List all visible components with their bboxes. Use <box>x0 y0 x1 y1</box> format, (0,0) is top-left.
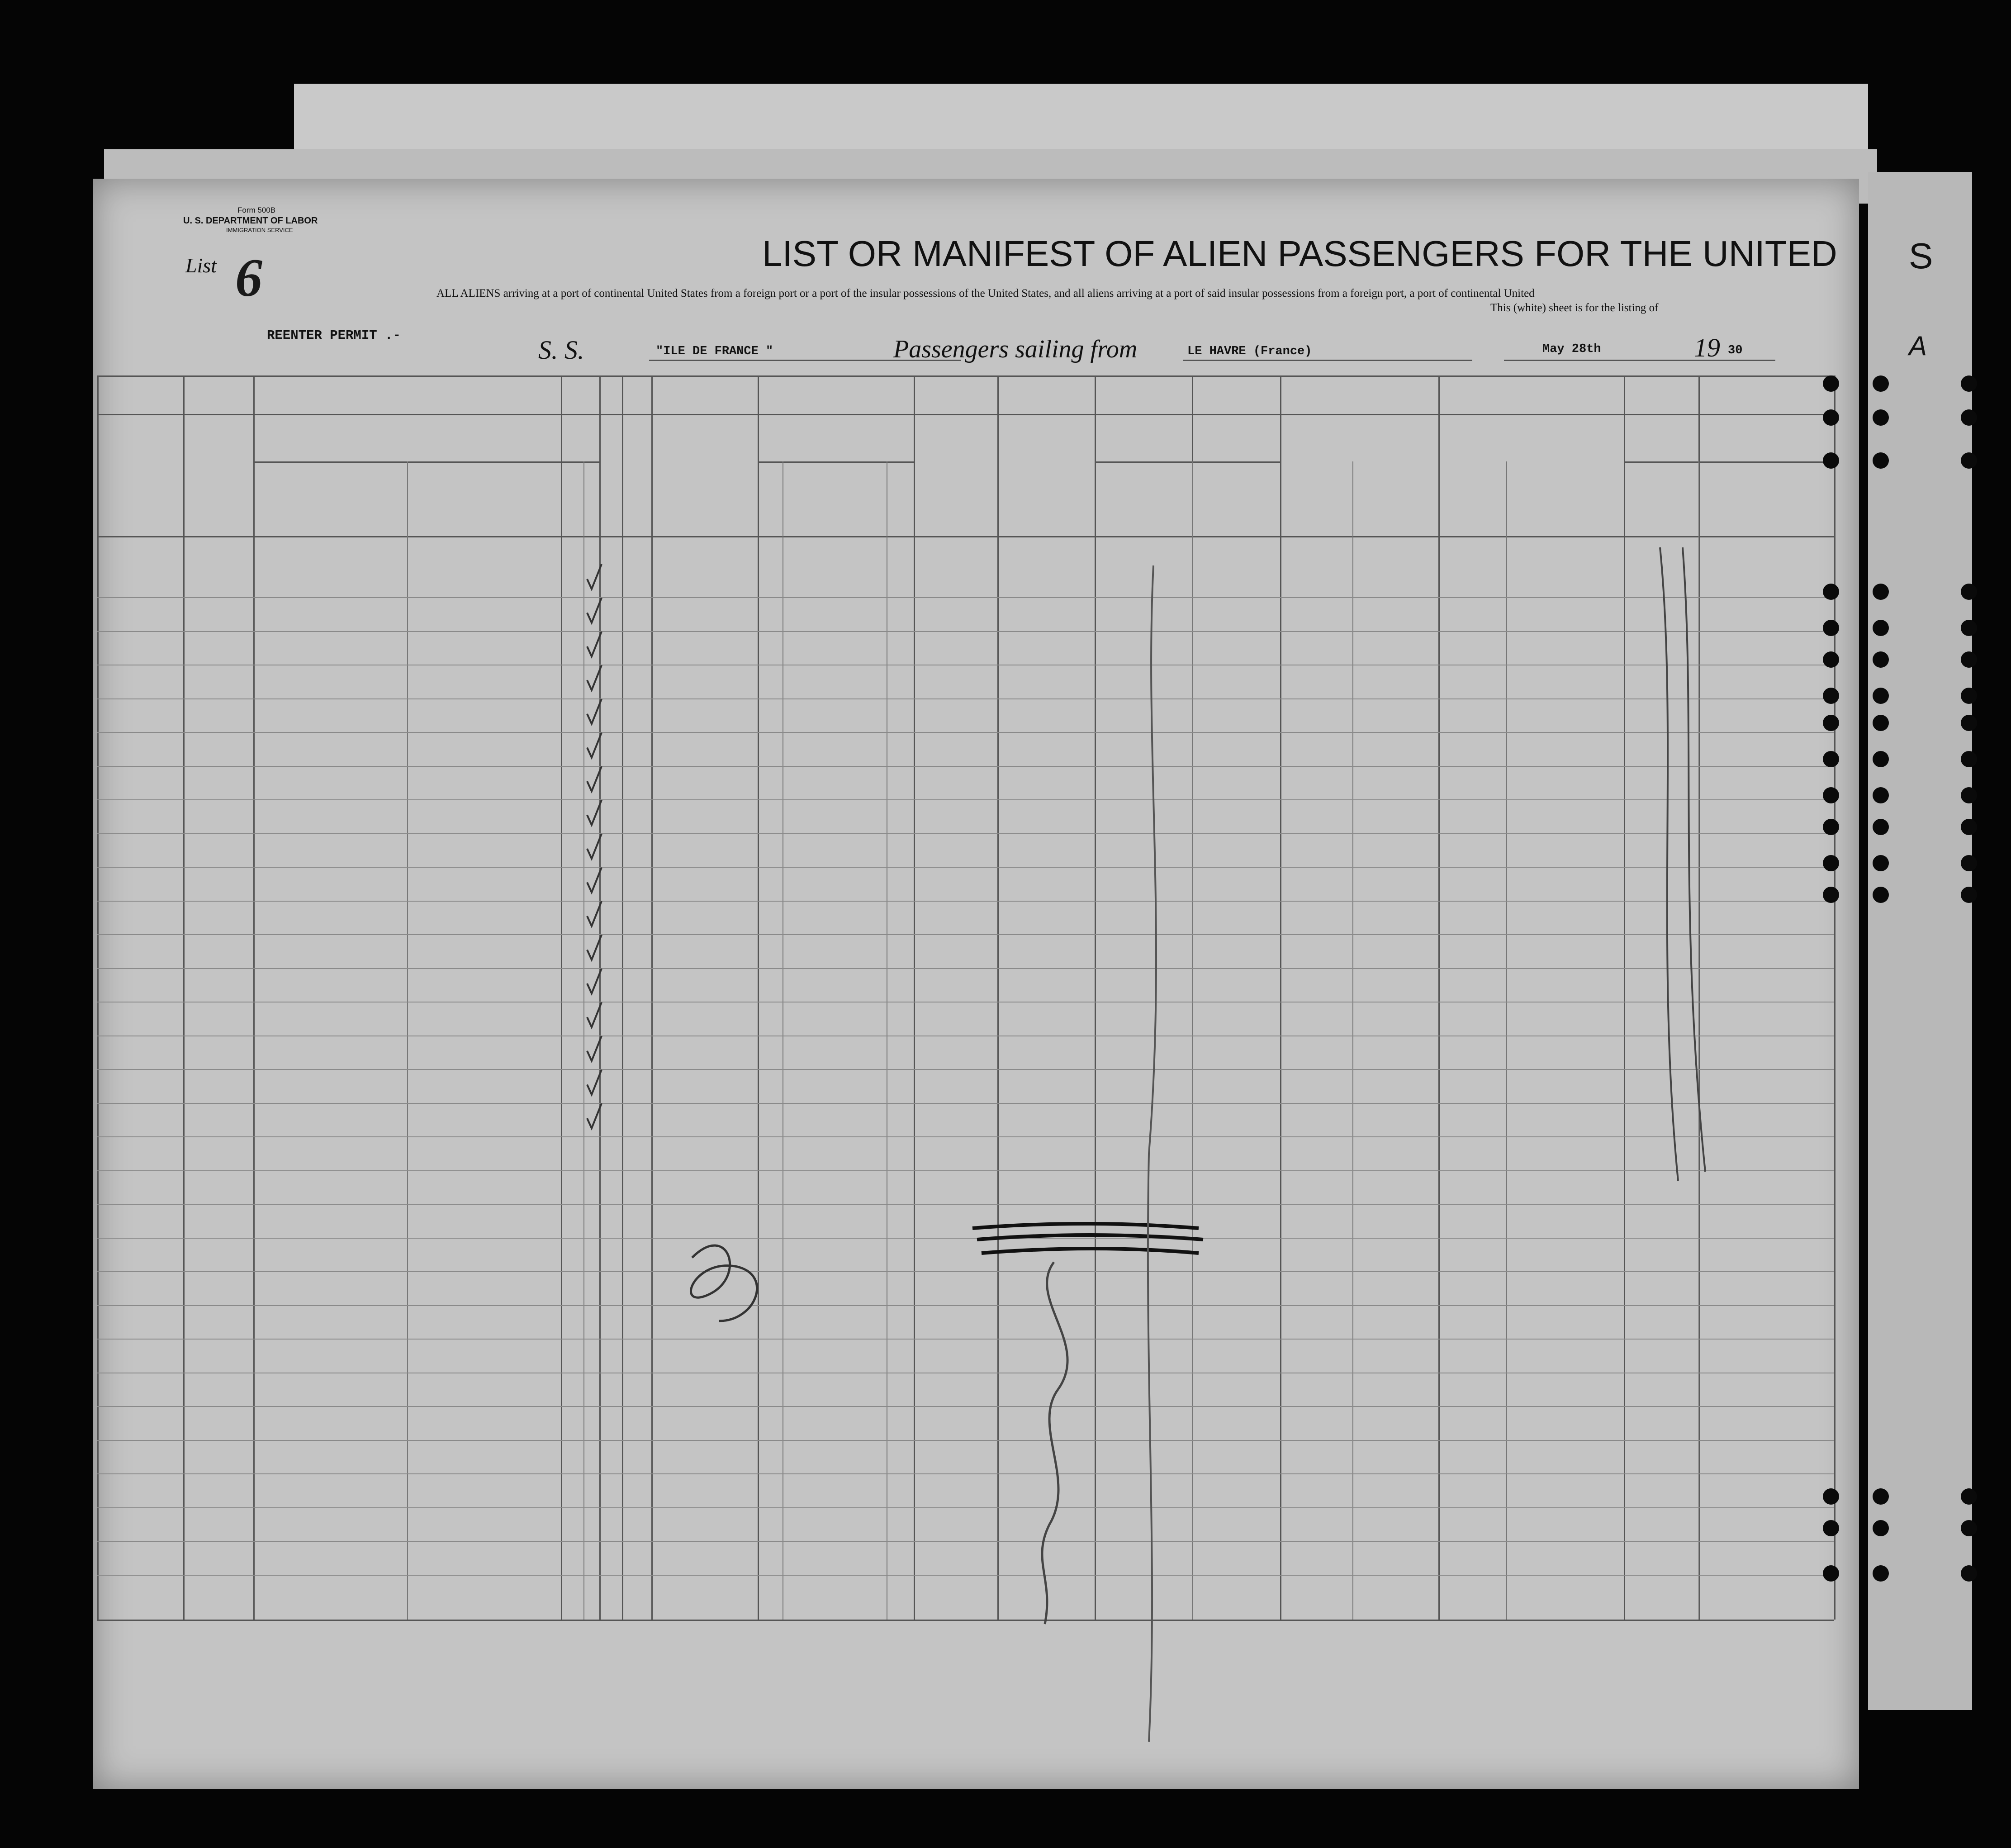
rule-top <box>97 375 1834 377</box>
list-label: List <box>185 254 217 277</box>
form-number: Form 500B <box>237 206 276 214</box>
rule-able-sub <box>758 461 914 463</box>
adjacent-page-edge <box>1868 172 1972 1710</box>
row-rule <box>97 1204 1834 1205</box>
row-rule <box>97 1170 1834 1171</box>
punch-hole <box>1961 787 1977 803</box>
row-rule <box>97 1440 1834 1441</box>
punch-hole <box>1961 887 1977 903</box>
rule-birth-sub <box>1095 461 1280 463</box>
row-rule <box>97 867 1834 868</box>
rule-header-bottom <box>97 536 1834 537</box>
punch-hole <box>1873 787 1889 803</box>
manifest-title: LIST OR MANIFEST OF ALIEN PASSENGERS FOR THE UNITED <box>762 233 1837 274</box>
punch-hole <box>1961 1520 1977 1536</box>
column-rule <box>599 375 601 1620</box>
column-rule <box>1834 375 1836 1620</box>
row-rule <box>97 1507 1834 1508</box>
sub-column-rule <box>1192 461 1193 1620</box>
row-rule <box>97 1575 1834 1576</box>
row-rule <box>97 732 1834 733</box>
punch-hole <box>1961 409 1977 426</box>
reenter-permit: REENTER PERMIT .- <box>267 328 401 343</box>
punch-hole <box>1823 584 1839 600</box>
row-rule <box>97 1305 1834 1306</box>
punch-hole <box>1873 651 1889 668</box>
pencil-stroke <box>1148 565 1156 1742</box>
column-rule <box>651 375 653 1620</box>
punch-hole <box>1873 887 1889 903</box>
service: IMMIGRATION SERVICE <box>226 227 293 233</box>
year-prefix: 19 <box>1694 333 1720 362</box>
punch-hole <box>1961 688 1977 704</box>
punch-hole <box>1873 1520 1889 1536</box>
column-rule <box>1095 375 1096 1620</box>
sub-column-rule <box>1352 461 1353 1620</box>
punch-hole <box>1823 751 1839 767</box>
sub-column-rule <box>1506 461 1507 1620</box>
sailing-date: May 28th <box>1542 342 1601 356</box>
ss-label: S. S. <box>538 335 584 365</box>
row-rule <box>97 1406 1834 1407</box>
list-number: 6 <box>235 247 262 308</box>
punch-hole <box>1823 651 1839 668</box>
column-rule <box>97 375 99 1620</box>
row-rule <box>97 698 1834 699</box>
sailing-label: Passengers sailing from <box>893 335 1138 363</box>
punch-hole <box>1873 584 1889 600</box>
sub-column-rule <box>1698 461 1699 1620</box>
punch-hole <box>1873 819 1889 835</box>
column-rule <box>1280 375 1281 1620</box>
punch-hole <box>1873 715 1889 731</box>
stamp-scribble <box>691 1245 757 1321</box>
rule-bottom <box>97 1620 1834 1621</box>
pencil-stroke <box>1683 547 1705 1172</box>
punch-hole <box>1823 1520 1839 1536</box>
adjacent-page-letter: A <box>1909 331 1927 361</box>
subtitle-line-1: ALL ALIENS arriving at a port of continental United States from a foreign port or a port of the insular possessions of the United States, and all aliens arriving at a port of said insular possessions from a foreign port, a port of continental United <box>436 287 1535 299</box>
row-rule <box>97 799 1834 800</box>
punch-hole <box>1823 819 1839 835</box>
row-rule <box>97 1271 1834 1272</box>
punch-hole <box>1873 1565 1889 1582</box>
punch-hole <box>1873 375 1889 392</box>
row-rule <box>97 1541 1834 1542</box>
punch-hole <box>1823 409 1839 426</box>
year-suffix: 30 <box>1728 344 1743 357</box>
column-rule <box>253 375 255 1620</box>
punch-hole <box>1823 855 1839 871</box>
handwritten-marks <box>93 179 1859 1789</box>
punch-hole <box>1873 452 1889 469</box>
punch-hole <box>1961 651 1977 668</box>
punch-hole <box>1873 620 1889 636</box>
punch-hole <box>1961 819 1977 835</box>
rule-header-top <box>97 414 1834 415</box>
punch-hole <box>1823 887 1839 903</box>
ship-name: "ILE DE FRANCE " <box>656 345 773 358</box>
row-rule <box>97 597 1834 598</box>
punch-hole <box>1823 1488 1839 1505</box>
punch-hole <box>1961 1488 1977 1505</box>
pencil-stroke <box>1042 1262 1067 1624</box>
punch-hole <box>1961 620 1977 636</box>
punch-hole <box>1823 452 1839 469</box>
punch-hole <box>1823 1565 1839 1582</box>
punch-hole <box>1873 855 1889 871</box>
punch-hole <box>1873 409 1889 426</box>
column-rule <box>1438 375 1440 1620</box>
punch-hole <box>1823 375 1839 392</box>
row-rule <box>97 968 1834 969</box>
row-rule <box>97 631 1834 632</box>
punch-hole <box>1961 584 1977 600</box>
row-rule <box>97 934 1834 935</box>
adjacent-page-title-letter: S <box>1909 236 1933 276</box>
column-rule <box>622 375 623 1620</box>
punch-hole <box>1961 452 1977 469</box>
punch-hole <box>1961 751 1977 767</box>
column-rule <box>914 375 915 1620</box>
row-rule <box>97 1103 1834 1104</box>
row-rule <box>97 1473 1834 1474</box>
column-rule <box>1624 375 1625 1620</box>
row-rule <box>97 1339 1834 1340</box>
punch-hole <box>1823 688 1839 704</box>
rule-res-sub <box>1624 461 1834 463</box>
manifest-page <box>93 179 1859 1789</box>
sub-column-rule <box>583 461 584 1620</box>
punch-hole <box>1873 688 1889 704</box>
signature-underline <box>982 1249 1199 1253</box>
punch-hole <box>1961 375 1977 392</box>
punch-hole <box>1823 715 1839 731</box>
punch-hole <box>1873 751 1889 767</box>
punch-hole <box>1873 1488 1889 1505</box>
department: U. S. DEPARTMENT OF LABOR <box>183 216 318 226</box>
column-rule <box>183 375 185 1620</box>
sub-column-rule <box>407 461 408 1620</box>
row-rule <box>97 833 1834 834</box>
column-rule <box>561 375 562 1620</box>
column-rule <box>758 375 759 1620</box>
punch-hole <box>1823 620 1839 636</box>
row-rule <box>97 1069 1834 1070</box>
punch-hole <box>1823 787 1839 803</box>
column-rule <box>997 375 999 1620</box>
signature-underline <box>972 1224 1199 1228</box>
port-name: LE HAVRE (France) <box>1187 345 1312 358</box>
pencil-stroke <box>1660 547 1678 1181</box>
punch-hole <box>1961 855 1977 871</box>
row-rule <box>97 1238 1834 1239</box>
subtitle-line-2: This (white) sheet is for the listing of <box>1490 302 1659 314</box>
punch-hole <box>1961 715 1977 731</box>
punch-hole <box>1961 1565 1977 1582</box>
row-rule <box>97 766 1834 767</box>
row-rule <box>97 901 1834 902</box>
row-rule <box>97 1136 1834 1137</box>
rule-age-sub <box>561 461 599 463</box>
